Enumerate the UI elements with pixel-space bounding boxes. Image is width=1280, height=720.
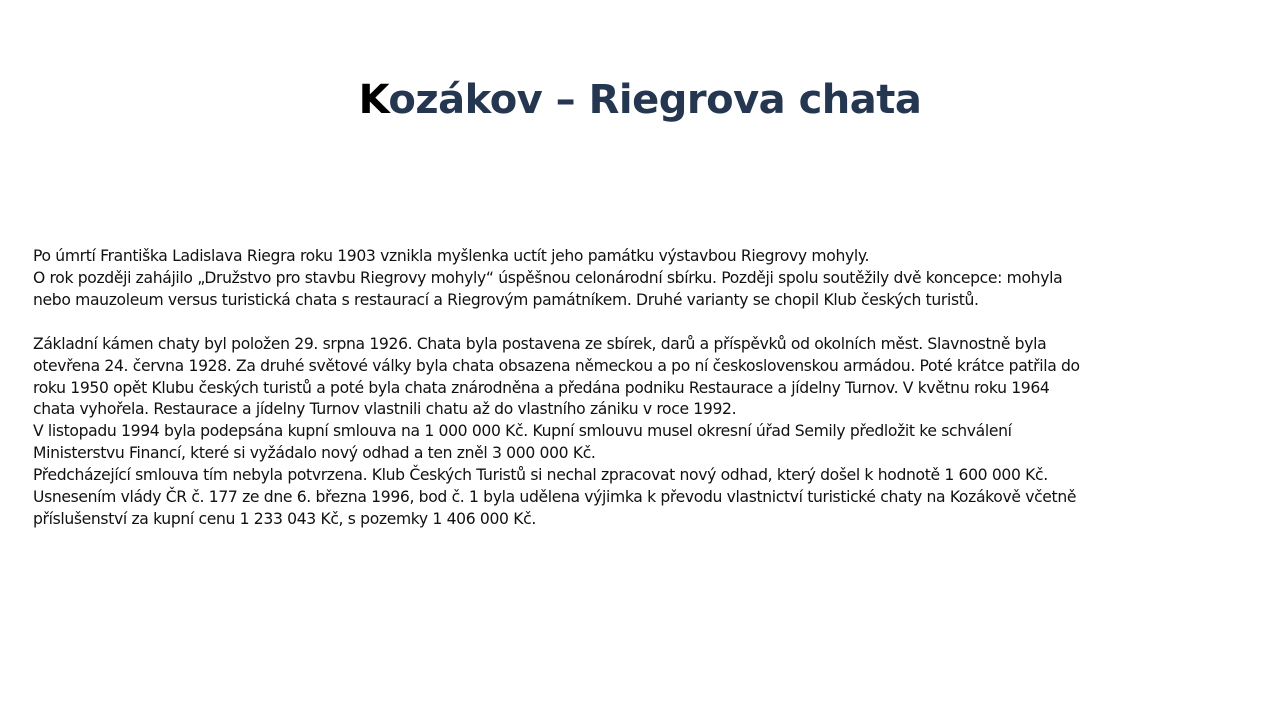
paragraph-spacer: [33, 312, 1245, 334]
text-line: Základní kámen chaty byl položen 29. srpna 1926. Chata byla postavena ze sbírek, darů a příspěvků od okolních měst. Slavnostně byla: [33, 334, 1047, 353]
text-line: Předcházející smlouva tím nebyla potvrzena. Klub Českých Turistů si nechal zpracovat nový odhad, který došel k hodnotě 1 600 000 Kč.: [33, 466, 1048, 485]
text-line: otevřena 24. června 1928. Za druhé světové války byla chata obsazena německou a po ní československou armádou. Poté krátce patřila do: [33, 356, 1080, 375]
text-line: Usnesením vlády ČR č. 177 ze dne 6. března 1996, bod č. 1 byla udělena výjimka k převodu vlastnictví turistické chaty na Kozákově včetně: [33, 488, 1077, 507]
text-line: nebo mauzoleum versus turistická chata s restaurací a Riegrovým památníkem. Druhé varianty se chopil Klub českých turistů.: [33, 290, 979, 309]
text-line: Ministerstvu Financí, které si vyžádalo nový odhad a ten zněl 3 000 000 Kč.: [33, 444, 596, 463]
paragraph-history: [33, 246, 1245, 312]
text-line: roku 1950 opět Klubu českých turistů a poté byla chata znárodněna a předána podniku Restaurace a jídelny Turnov. V květnu roku 1964: [33, 378, 1050, 397]
slide-body: [33, 246, 1245, 531]
title-text: ozákov – Riegrova chata: [388, 76, 922, 123]
text-line: příslušenství za kupní cenu 1 233 043 Kč, s pozemky 1 406 000 Kč.: [33, 509, 536, 528]
text-line: O rok později zahájilo „Družstvo pro stavbu Riegrovy mohyly“ úspěšnou celonárodní sbírku. Později spolu soutěžily dvě koncepce: mohyla: [33, 268, 1063, 287]
text-line: V listopadu 1994 byla podepsána kupní smlouva na 1 000 000 Kč. Kupní smlouvu musel okresní úřad Semily předložit ke schválení: [33, 422, 1012, 441]
text-line: chata vyhořela. Restaurace a jídelny Turnov vlastnili chatu až do vlastního zániku v roce 1992.: [33, 400, 737, 419]
slide-title: [0, 57, 1280, 143]
title-first-letter: K: [358, 76, 389, 123]
paragraph-construction: [33, 334, 1245, 531]
text-line: Po úmrtí Františka Ladislava Riegra roku 1903 vznikla myšlenka uctít jeho památku výstavbou Riegrovy mohyly.: [33, 247, 870, 265]
